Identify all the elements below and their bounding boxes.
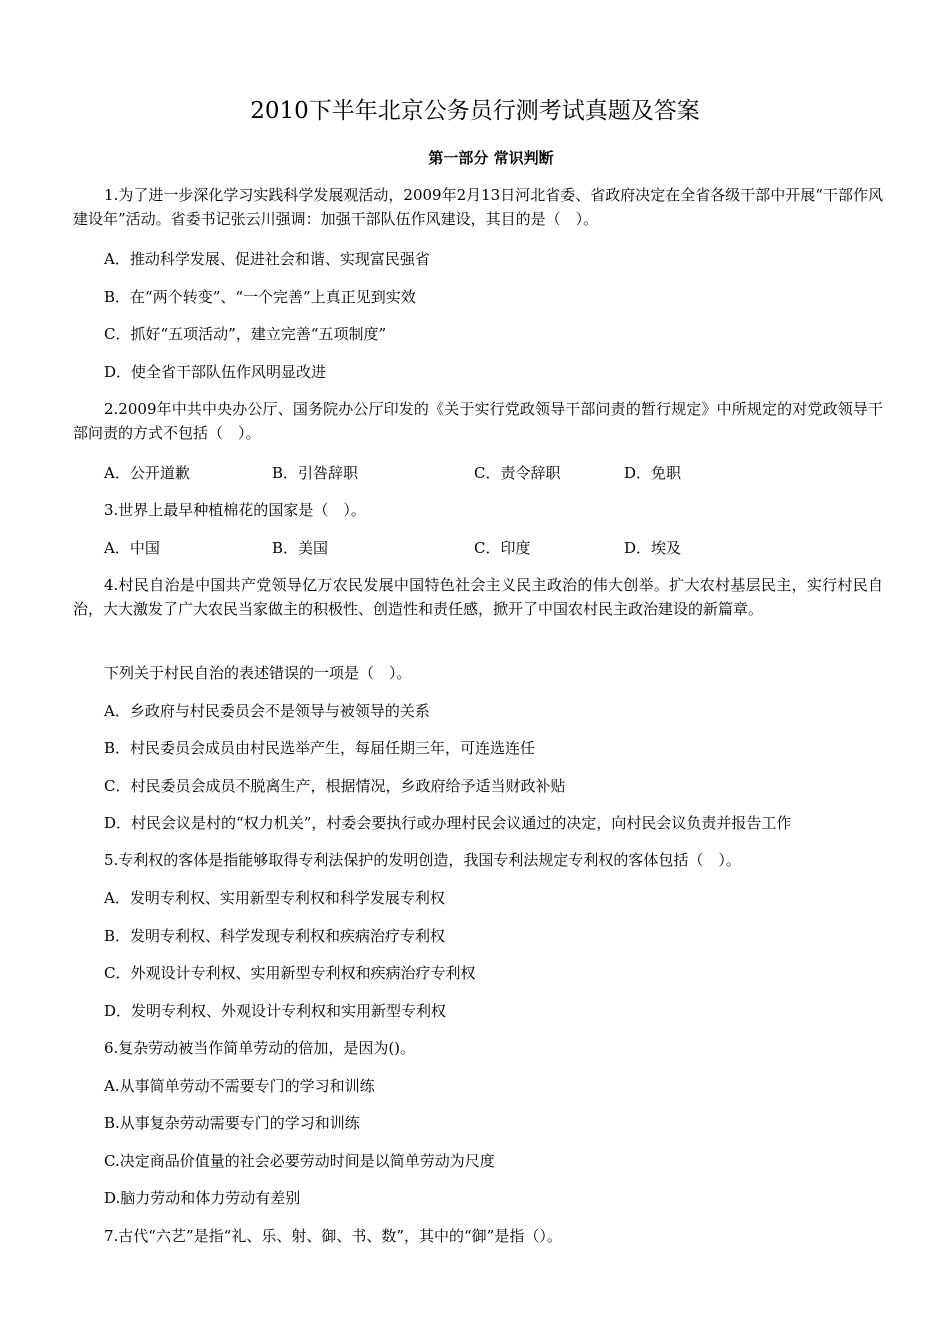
question-3-option-d: D．埃及 — [624, 539, 682, 557]
question-5-option-a: A．发明专利权、实用新型专利权和科学发展专利权 — [104, 889, 445, 907]
question-1-option-a: A．推动科学发展、促进社会和谐、实现富民强省 — [104, 250, 430, 268]
question-2-option-a: A．公开道歉 — [104, 464, 190, 482]
question-5-stem: 5.专利权的客体是指能够取得专利法保护的发明创造，我国专利法规定专利权的客体包括（ ）。 — [104, 851, 741, 869]
question-4-option-a: A．乡政府与村民委员会不是领导与被领导的关系 — [104, 702, 430, 720]
question-6-option-c: C.决定商品价值量的社会必要劳动时间是以简单劳动为尺度 — [104, 1152, 495, 1170]
question-4-prompt: 下列关于村民自治的表述错误的一项是（ ）。 — [104, 664, 412, 682]
question-6-option-a: A.从事简单劳动不需要专门的学习和训练 — [104, 1077, 375, 1095]
question-7-stem: 7.古代“六艺”是指“礼、乐、射、御、书、数”，其中的“御”是指（）。 — [104, 1227, 562, 1245]
question-2-option-d: D．免职 — [624, 464, 682, 482]
question-4-option-d: D．村民会议是村的“权力机关”，村委会要执行或办理村民会议通过的决定，向村民会议负责并报告工作 — [104, 814, 792, 832]
question-6-option-b: B.从事复杂劳动需要专门的学习和训练 — [104, 1114, 360, 1132]
question-4-stem: 4.村民自治是中国共产党领导亿万农民发展中国特色社会主义民主政治的伟大创举。扩大农村基层民主，实行村民自治，大大激发了广大农民当家做主的积极性、创造性和责任感，掀开了中国农村民主政治建设的新篇章。 — [73, 576, 883, 618]
question-2-options — [104, 462, 884, 484]
question-3-options — [104, 537, 884, 559]
question-3-option-b: B．美国 — [272, 539, 329, 557]
question-1-option-d: D．使全省干部队伍作风明显改进 — [104, 363, 327, 381]
question-4-option-c: C．村民委员会成员不脱离生产，根据情况，乡政府给予适当财政补贴 — [104, 777, 566, 795]
question-1-option-b: B．在“两个转变”、“一个完善”上真正见到实效 — [104, 288, 416, 306]
question-5-option-c: C．外观设计专利权、实用新型专利权和疾病治疗专利权 — [104, 964, 476, 982]
question-2-stem: 2.2009年中共中央办公厅、国务院办公厅印发的《关于实行党政领导干部问责的暂行规定》中所规定的对党政领导干部问责的方式不包括（ ）。 — [73, 400, 883, 442]
question-4-option-b: B．村民委员会成员由村民选举产生，每届任期三年，可连选连任 — [104, 739, 536, 757]
question-2-option-b: B．引咎辞职 — [272, 464, 359, 482]
question-5-option-d: D．发明专利权、外观设计专利权和实用新型专利权 — [104, 1002, 447, 1020]
question-3-option-c: C．印度 — [474, 539, 531, 557]
question-1-stem: 1.为了进一步深化学习实践科学发展观活动，2009年2月13日河北省委、省政府决定在全省各级干部中开展“干部作风建设年”活动。省委书记张云川强调：加强干部队伍作风建设，其目的是（ ）。 — [73, 186, 883, 228]
question-5-option-b: B．发明专利权、科学发现专利权和疾病治疗专利权 — [104, 927, 446, 945]
question-6-option-d: D.脑力劳动和体力劳动有差别 — [104, 1189, 301, 1207]
question-6-stem: 6.复杂劳动被当作简单劳动的倍加，是因为()。 — [104, 1039, 416, 1057]
section-heading: 第一部分 常识判断 — [428, 149, 554, 167]
question-1-option-c: C．抓好“五项活动”，建立完善“五项制度” — [104, 325, 387, 343]
question-2-option-c: C．责令辞职 — [474, 464, 561, 482]
question-3-stem: 3.世界上最早种植棉花的国家是（ ）。 — [104, 501, 366, 519]
document-title: 2010下半年北京公务员行测考试真题及答案 — [250, 98, 700, 124]
question-3-option-a: A．中国 — [104, 539, 160, 557]
